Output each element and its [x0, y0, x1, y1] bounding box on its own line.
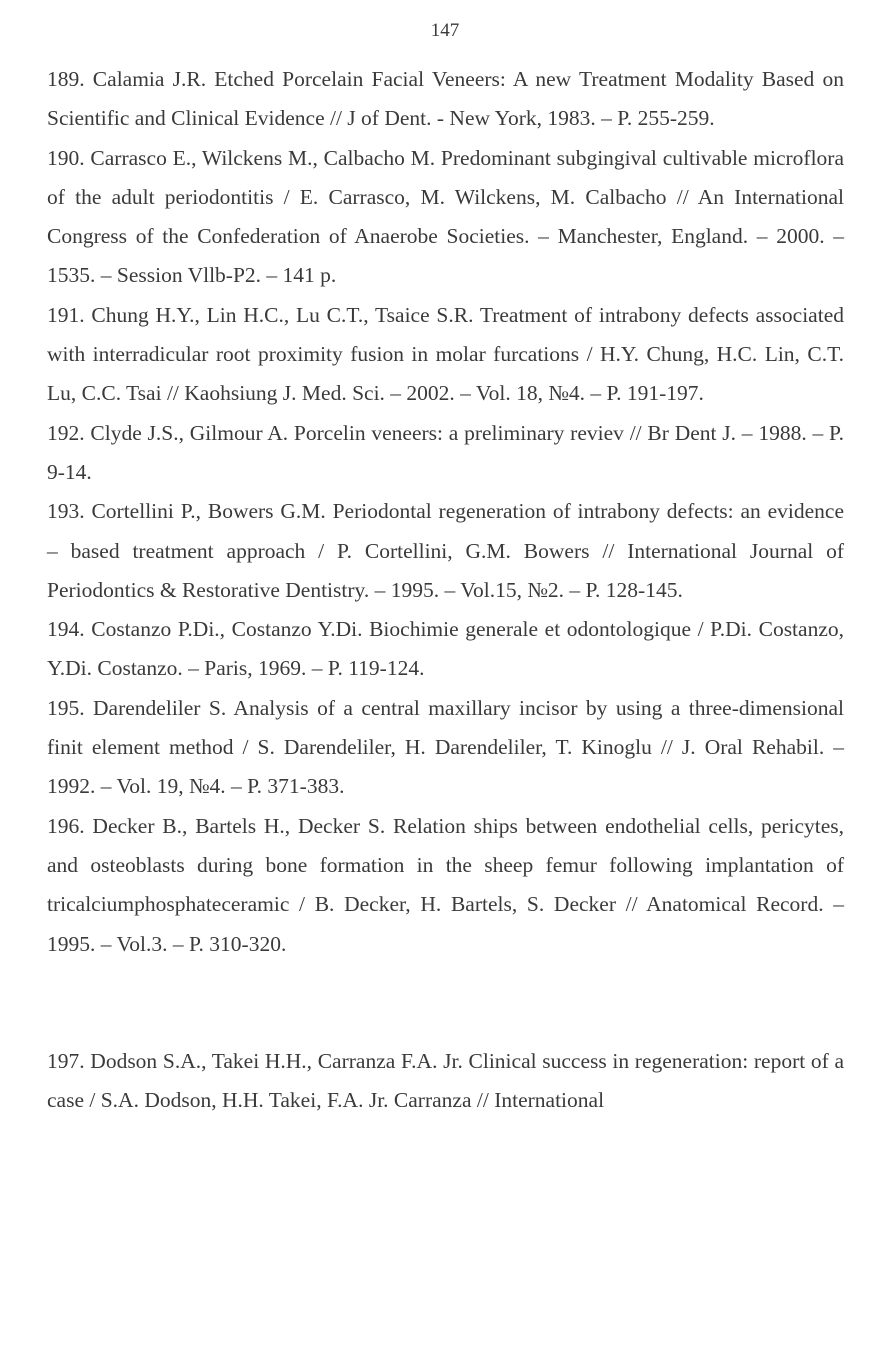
blank-gap	[47, 964, 844, 1042]
reference-197: 197. Dodson S.A., Takei H.H., Carranza F.A. Jr. Clinical success in regeneration: report of a case / S.A. Dodson, H.H. Takei, F.A. Jr. Carranza // International	[47, 1048, 844, 1113]
page-number: 147	[430, 20, 460, 41]
reference-list	[47, 60, 844, 1120]
reference-193: 193. Cortellini P., Bowers G.M. Periodontal regeneration of intrabony defects: an evidence – based treatment approach / P. Cortellini, G.M. Bowers // International Journal of Periodontics & Restorative Dentistry. – 1995. – Vol.15, №2. – P. 128-145.	[47, 499, 844, 602]
reference-194: 194. Costanzo P.Di., Costanzo Y.Di. Biochimie generale et odontologique / P.Di. Costanzo, Y.Di. Costanzo. – Paris, 1969. – P. 119-124.	[47, 617, 844, 681]
reference-195: 195. Darendeliler S. Analysis of a central maxillary incisor by using a three-dimensional finit element method / S. Darendeliler, H. Darendeliler, T. Kinoglu // J. Oral Rehabil. – 1992. – Vol. 19, №4. – P. 371-383.	[47, 695, 844, 799]
reference-192: 192. Clyde J.S., Gilmour A. Porcelin veneers: a preliminary reviev // Br Dent J. – 1988. – P. 9-14.	[47, 420, 844, 484]
reference-189: 189. Calamia J.R. Etched Porcelain Facial Veneers: A new Treatment Modality Based on Scientific and Clinical Evidence // J of Dent. - New York, 1983. – P. 255-259.	[47, 67, 844, 131]
reference-190: 190. Carrasco E., Wilckens M., Calbacho M. Predominant subgingival cultivable microflora of the adult periodontitis / E. Carrasco, M. Wilckens, M. Calbacho // An International Congress of the Confederation of Anaerobe Societies. – Manchester, England. – 2000. – 1535. – Session Vllb-P2. – 141 p.	[47, 145, 844, 288]
reference-196: 196. Decker B., Bartels H., Decker S. Relation ships between endothelial cells, pericytes, and osteoblasts during bone formation in the sheep femur following implantation of tricalciumphosphateceramic / B. Decker, H. Bartels, S. Decker // Anatomical Record. – 1995. – Vol.3. – P. 310-320.	[47, 813, 844, 956]
reference-191: 191. Chung H.Y., Lin H.C., Lu C.T., Tsaice S.R. Treatment of intrabony defects associated with interradicular root proximity fusion in molar furcations / H.Y. Chung, H.C. Lin, C.T. Lu, C.C. Tsai // Kaohsiung J. Med. Sci. – 2002. – Vol. 18, №4. – P. 191-197.	[47, 302, 844, 406]
